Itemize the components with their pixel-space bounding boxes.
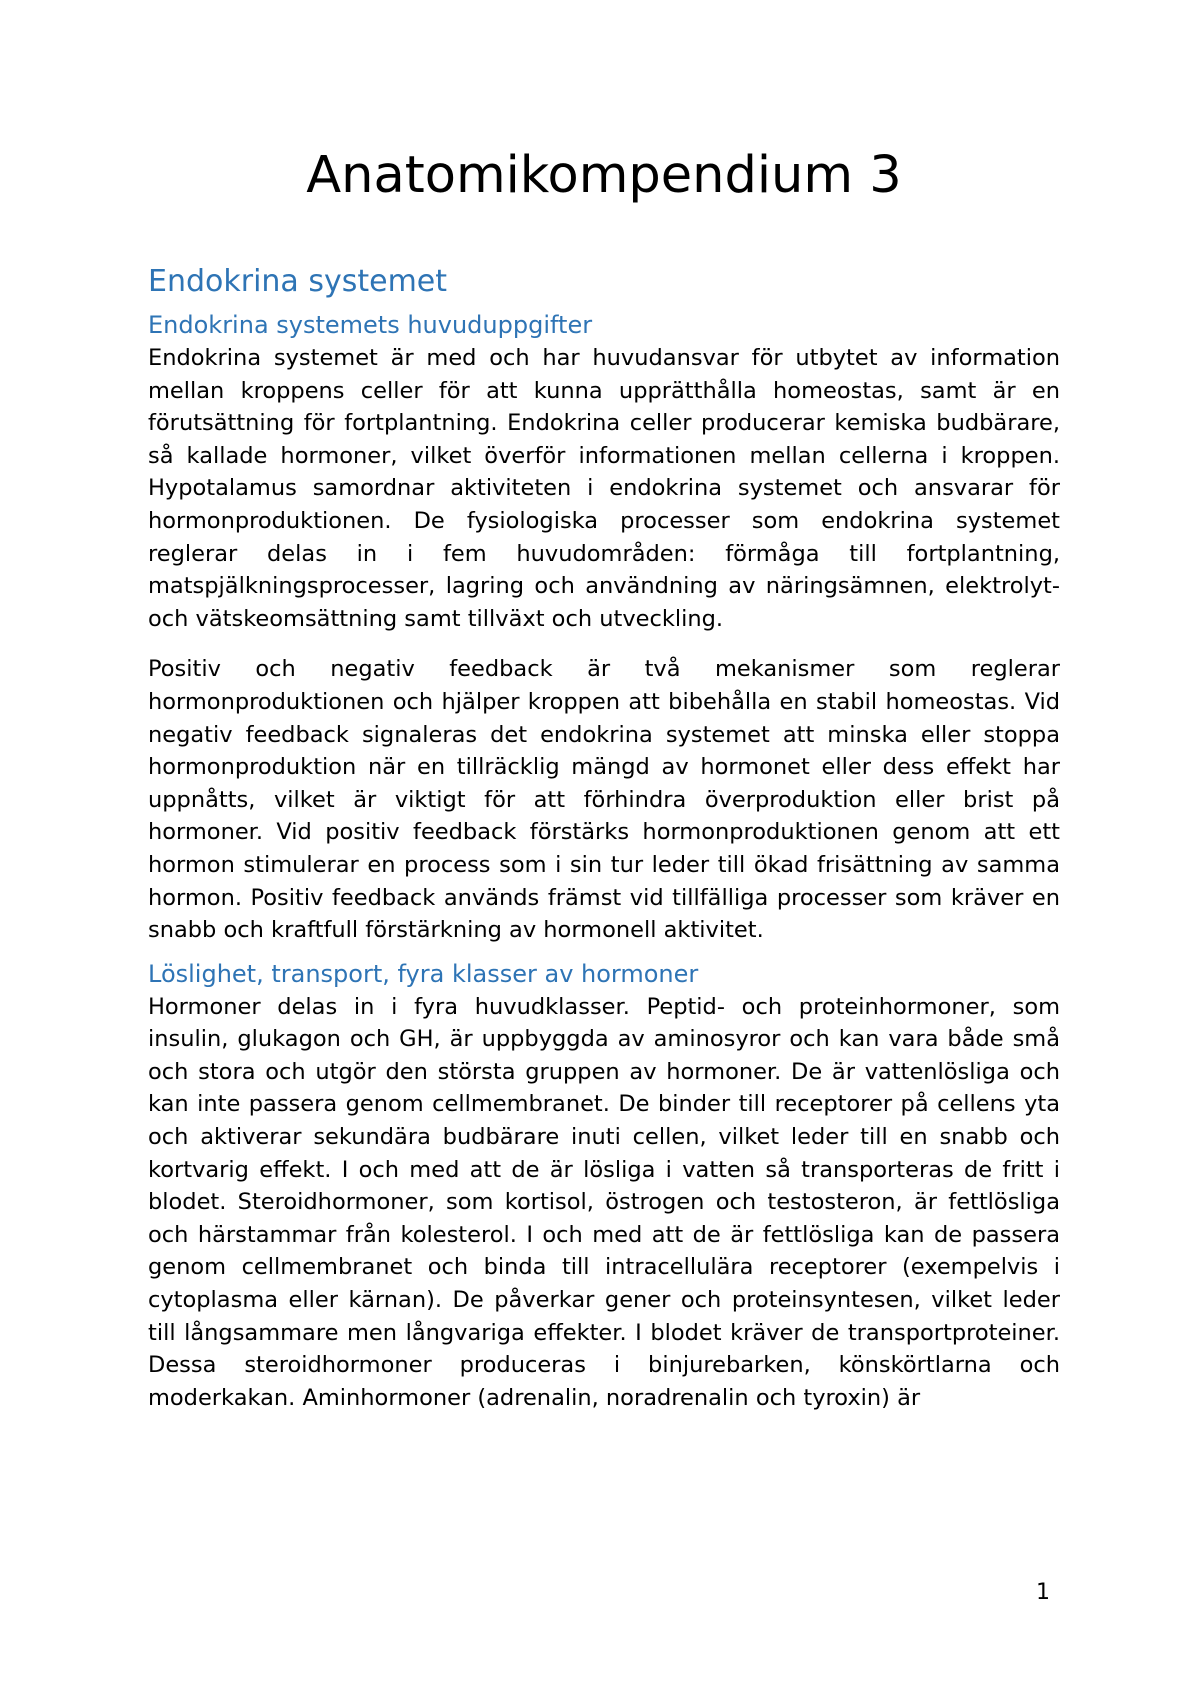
paragraph-feedback: Positiv och negativ feedback är två mekanismer som reglerar hormonproduktionen och hjälper kroppen att bibehålla en stabil homeostas. Vid negativ feedback signaleras det endokrina systemet att minska eller stoppa hormonproduktion när en tillräcklig mängd av hormonet eller dess effekt har uppnåtts, vilket är viktigt för att förhindra överproduktion eller brist på hormoner. Vid positiv feedback förstärks hormonproduktionen genom att ett hormon stimulerar en process som i sin tur leder till ökad frisättning av samma hormon. Positiv feedback används främst vid tillfälliga processer som kräver en snabb och kraftfull förstärkning av hormonell aktivitet. <box>148 656 1060 944</box>
subsection-heading-huvuduppgifter: Endokrina systemets huvuduppgifter <box>148 311 593 339</box>
paragraph-hormonklasser: Hormoner delas in i fyra huvudklasser. Peptid- och proteinhormoner, som insulin, glukagon och GH, är uppbyggda av aminosyror och kan vara både små och stora och utgör den största gruppen av hormoner. De är vattenlösliga och kan inte passera genom cellmembranet. De binder till receptorer på cellens yta och aktiverar sekundära budbärare inuti cellen, vilket leder till en snabb och kortvarig effekt. I och med att de är lösliga i vatten så transporteras de fritt i blodet. Steroidhormoner, som kortisol, östrogen och testosteron, är fettlösliga och härstammar från kolesterol. I och med att de är fettlösliga kan de passera genom cellmembranet och binda till intracellulära receptorer (exempelvis i cytoplasma eller kärnan). De påverkar gener och proteinsyntesen, vilket leder till långsammare men långvariga effekter. I blodet kräver de transportproteiner. Dessa steroidhormoner produceras i binjurebarken, könskörtlarna och moderkakan. Aminhormoner (adrenalin, noradrenalin och tyroxin) är <box>148 993 1060 1411</box>
document-title: Anatomikompendium 3 <box>306 146 902 205</box>
subsection-heading-loslighet: Löslighet, transport, fyra klasser av hormoner <box>148 959 699 988</box>
section-heading-endokrina-systemet: Endokrina systemet <box>148 264 448 299</box>
page-number: 1 <box>1036 1580 1050 1605</box>
document-body <box>148 262 1060 1432</box>
paragraph-huvuduppgifter: Endokrina systemet är med och har huvudansvar för utbytet av information mellan kroppens celler för att kunna upprätthålla homeostas, samt är en förutsättning för fortplantning. Endokrina celler producerar kemiska budbärare, så kallade hormoner, vilket överför informationen mellan cellerna i kroppen. Hypotalamus samordnar aktiviteten i endokrina systemet och ansvarar för hormonproduktionen. De fysiologiska processer som endokrina systemet reglerar delas in i fem huvudområden: förmåga till fortplantning, matspjälkningsprocesser, lagring och användning av näringsämnen, elektrolyt- och vätskeomsättning samt tillväxt och utveckling. <box>148 345 1060 632</box>
